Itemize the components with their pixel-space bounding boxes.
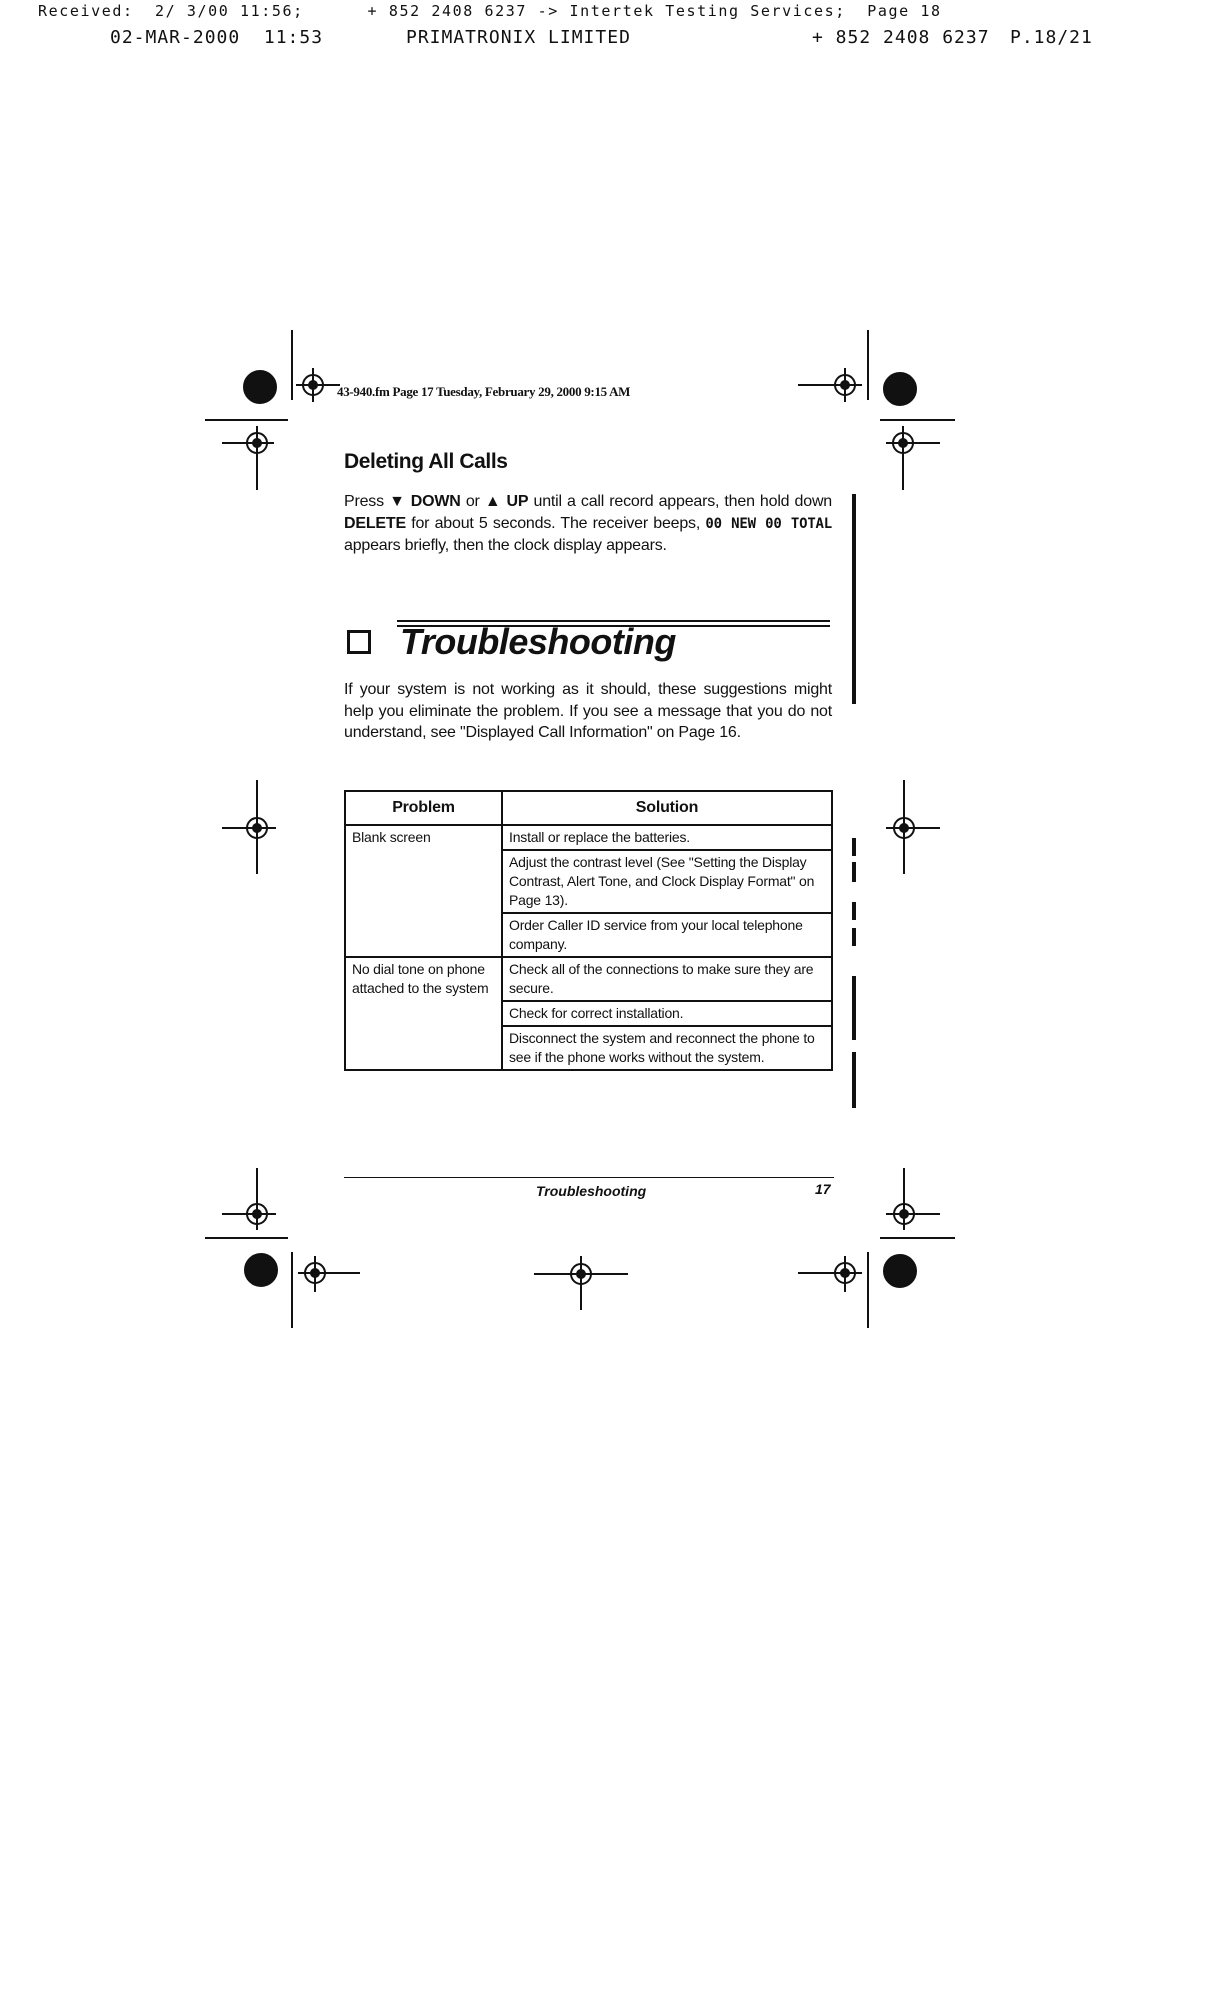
fax-phone: + 852 2408 6237	[812, 27, 990, 48]
lcd-message: 00 NEW 00 TOTAL	[705, 515, 832, 532]
table-header-row	[345, 791, 832, 825]
fax-page: P.18/21	[1010, 27, 1093, 48]
deleting-text: appears briefly, then the clock display appears.	[344, 537, 667, 554]
solution-column-header: Solution	[502, 791, 832, 825]
deleting-heading: Deleting All Calls	[344, 450, 508, 473]
fax-received-line: Received: 2/ 3/00 11:56; + 852 2408 6237 -> Intertek Testing Services; Page 18	[38, 2, 942, 20]
fax-date-time: 02-MAR-2000 11:53	[110, 27, 324, 48]
footer-rule	[344, 1177, 834, 1178]
problem-column-header: Problem	[345, 791, 502, 825]
revision-bar	[852, 862, 856, 882]
up-arrow-icon: ▲	[484, 493, 502, 510]
down-arrow-icon: ▼	[389, 493, 406, 510]
file-stamp: 43-940.fm Page 17 Tuesday, February 29, 2000 9:15 AM	[337, 384, 631, 399]
footer-section: Troubleshooting	[536, 1183, 647, 1199]
revision-bar	[852, 976, 856, 1040]
troubleshooting-intro: If your system is not working as it should, these suggestions might help you eliminate the problem. If you see a message that you do not understand, see "Displayed Call Information" on Page 16.	[344, 681, 832, 741]
table-row	[345, 957, 832, 1001]
delete-key-label: DELETE	[344, 514, 406, 532]
deleting-text: Press	[344, 493, 390, 510]
deleting-paragraph	[344, 491, 832, 557]
solution-cell: Disconnect the system and reconnect the phone to see if the phone works without the system.	[502, 1026, 832, 1070]
problem-cell: No dial tone on phone attached to the system	[345, 957, 502, 1070]
down-key-label: DOWN	[410, 493, 461, 510]
deleting-text: for about 5 seconds. The receiver beeps,	[405, 514, 706, 532]
problem-cell: Blank screen	[345, 825, 502, 957]
revision-bar	[852, 1052, 856, 1108]
troubleshooting-table	[344, 790, 833, 1071]
footer-page-number: 17	[815, 1181, 831, 1197]
deleting-text: until a call record appears, then hold down	[528, 493, 832, 510]
troubleshooting-title: Troubleshooting	[400, 621, 676, 662]
checkbox-square-icon	[347, 630, 371, 654]
fax-company: PRIMATRONIX LIMITED	[406, 27, 631, 48]
revision-bar	[852, 838, 856, 856]
solution-cell: Install or replace the batteries.	[502, 825, 832, 850]
table-row	[345, 825, 832, 850]
solution-cell: Check all of the connections to make sure they are secure.	[502, 957, 832, 1001]
solution-cell: Adjust the contrast level (See "Setting the Display Contrast, Alert Tone, and Clock Display Format" on Page 13).	[502, 850, 832, 913]
revision-bar	[852, 928, 856, 946]
revision-bar	[852, 902, 856, 920]
solution-cell: Order Caller ID service from your local telephone company.	[502, 913, 832, 957]
revision-bar	[852, 494, 856, 704]
up-key-label: UP	[506, 493, 529, 510]
deleting-text: or	[460, 493, 485, 510]
solution-cell: Check for correct installation.	[502, 1001, 832, 1026]
